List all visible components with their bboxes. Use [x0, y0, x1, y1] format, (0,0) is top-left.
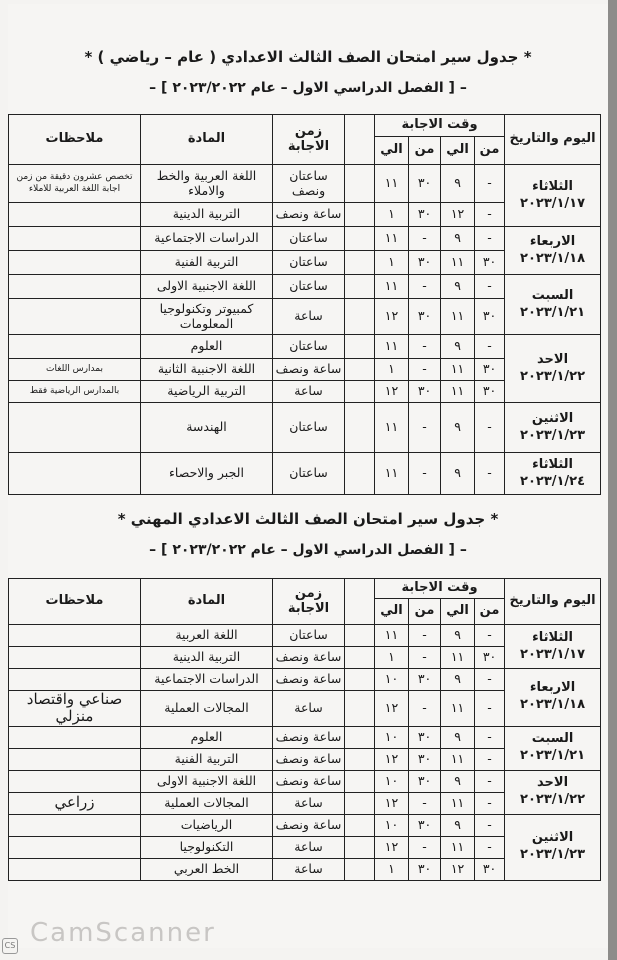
header-to-hour: الي: [375, 137, 409, 165]
day-name: الاثنين: [531, 410, 574, 426]
day-date-cell: [505, 625, 601, 669]
header-answer-time: وقت الاجابة: [375, 115, 505, 137]
duration-cell: ساعتان: [273, 251, 345, 275]
notes-cell: بالمدارس الرياضية فقط: [9, 381, 141, 403]
from-hour-cell: ٩: [441, 770, 475, 792]
to-hour-cell: ١: [375, 858, 409, 880]
scanner-watermark: CamScanner: [30, 918, 216, 948]
from-minute-cell: -: [475, 335, 505, 359]
duration-cell: ساعة: [273, 299, 345, 335]
day-date-cell: [505, 453, 601, 495]
duration-cell: ساعة: [273, 691, 345, 727]
duration-cell: ساعتان: [273, 453, 345, 495]
to-hour-cell: ١٢: [375, 381, 409, 403]
exam-date: ٢٠٢٣/١/١٨: [520, 250, 586, 266]
subject-cell: العلوم: [141, 335, 273, 359]
to-hour-cell: ١١: [375, 403, 409, 453]
to-minute-cell: -: [409, 453, 441, 495]
from-hour-cell: ١١: [441, 792, 475, 814]
duration-cell: ساعة ونصف: [273, 726, 345, 748]
from-hour-cell: ٩: [441, 669, 475, 691]
to-hour-cell: ١١: [375, 625, 409, 647]
from-hour-cell: ٩: [441, 227, 475, 251]
day-date-cell: [505, 275, 601, 335]
to-minute-cell: ٣٠: [409, 299, 441, 335]
duration-cell: ساعة ونصف: [273, 748, 345, 770]
from-minute-cell: ٣٠: [475, 251, 505, 275]
section2-title: * جدول سير امتحان الصف الثالث الاعدادي المهني *: [117, 510, 499, 528]
subject-cell: الدراسات الاجتماعية: [141, 227, 273, 251]
to-minute-cell: ٣٠: [409, 251, 441, 275]
notes-cell: [9, 770, 141, 792]
exam-date: ٢٠٢٣/١/٢٣: [520, 427, 586, 443]
to-hour-cell: ١٢: [375, 836, 409, 858]
to-hour-cell: ١: [375, 359, 409, 381]
notes-cell: [9, 647, 141, 669]
notes-cell: [9, 227, 141, 251]
header-subject: المادة: [141, 115, 273, 165]
table-row: [9, 814, 601, 836]
to-minute-cell: -: [409, 625, 441, 647]
subject-cell: اللغة الاجنبية الثانية: [141, 359, 273, 381]
notes-cell: [9, 726, 141, 748]
notes-cell: [9, 299, 141, 335]
notes-cell: [9, 335, 141, 359]
to-minute-cell: -: [409, 275, 441, 299]
day-date-cell: [505, 814, 601, 880]
notes-cell: [9, 669, 141, 691]
subject-cell: التكنولوجيا: [141, 836, 273, 858]
to-minute-cell: ٣٠: [409, 770, 441, 792]
to-hour-cell: ١١: [375, 453, 409, 495]
to-hour-cell: ١١: [375, 227, 409, 251]
to-hour-cell: ١٢: [375, 691, 409, 727]
from-hour-cell: ١١: [441, 381, 475, 403]
notes-cell: [9, 625, 141, 647]
header-to-hour: الي: [375, 599, 409, 625]
duration-cell: ساعة: [273, 381, 345, 403]
table-row: [9, 165, 601, 203]
section1-subtitle: – [ الفصل الدراسي الاول – عام ٢٠٢٣/٢٠٢٢ ] –: [149, 80, 467, 96]
section1-title: * جدول سير امتحان الصف الثالث الاعدادي ( عام – رياضي ) *: [84, 48, 532, 66]
to-hour-cell: ١١: [375, 335, 409, 359]
duration-cell: ساعتان: [273, 335, 345, 359]
from-minute-cell: -: [475, 770, 505, 792]
notes-cell: [9, 814, 141, 836]
exam-date: ٢٠٢٣/١/٢٢: [520, 368, 586, 384]
to-minute-cell: ٣٠: [409, 165, 441, 203]
header-row: [9, 579, 601, 599]
from-hour-cell: ١١: [441, 748, 475, 770]
from-minute-cell: -: [475, 625, 505, 647]
header-duration: زمن الاجابة: [273, 579, 345, 625]
exam-schedule-page: [8, 4, 608, 948]
from-hour-cell: ٩: [441, 403, 475, 453]
subject-cell: كمبيوتر وتكنولوجيا المعلومات: [141, 299, 273, 335]
from-minute-cell: ٣٠: [475, 647, 505, 669]
from-minute-cell: -: [475, 726, 505, 748]
day-name: الاربعاء: [529, 233, 576, 249]
from-minute-cell: ٣٠: [475, 858, 505, 880]
subject-cell: العلوم: [141, 726, 273, 748]
from-minute-cell: -: [475, 748, 505, 770]
from-hour-cell: ١١: [441, 647, 475, 669]
from-minute-cell: -: [475, 403, 505, 453]
header-to-min: من: [409, 137, 441, 165]
to-minute-cell: ٣٠: [409, 858, 441, 880]
notes-cell: [9, 251, 141, 275]
subject-cell: التربية الرياضية: [141, 381, 273, 403]
to-minute-cell: -: [409, 359, 441, 381]
exam-date: ٢٠٢٣/١/١٧: [520, 646, 586, 662]
from-minute-cell: -: [475, 836, 505, 858]
header-subject: المادة: [141, 579, 273, 625]
subject-cell: الهندسة: [141, 403, 273, 453]
to-minute-cell: -: [409, 792, 441, 814]
notes-cell: [9, 403, 141, 453]
from-hour-cell: ١٢: [441, 203, 475, 227]
day-date-cell: [505, 227, 601, 275]
subject-cell: التربية الفنية: [141, 251, 273, 275]
to-minute-cell: ٣٠: [409, 381, 441, 403]
exam-date: ٢٠٢٣/١/١٨: [520, 697, 586, 713]
to-minute-cell: -: [409, 647, 441, 669]
day-date-cell: [505, 669, 601, 727]
to-minute-cell: -: [409, 335, 441, 359]
to-minute-cell: -: [409, 836, 441, 858]
from-hour-cell: ١١: [441, 836, 475, 858]
to-minute-cell: -: [409, 403, 441, 453]
duration-cell: ساعة ونصف: [273, 814, 345, 836]
notes-cell: تخصص عشرون دقيقة من زمن اجابة اللغة العربية للاملاء: [9, 165, 141, 203]
from-minute-cell: -: [475, 227, 505, 251]
notes-cell: [9, 453, 141, 495]
header-from-min: من: [475, 599, 505, 625]
day-name: السبت: [531, 731, 574, 747]
subject-cell: المجالات العملية: [141, 792, 273, 814]
header-to-min: من: [409, 599, 441, 625]
from-minute-cell: ٣٠: [475, 381, 505, 403]
from-hour-cell: ٩: [441, 625, 475, 647]
table-row: [9, 669, 601, 691]
header-notes: ملاحظات: [9, 115, 141, 165]
to-minute-cell: ٣٠: [409, 726, 441, 748]
subject-cell: اللغة العربية والخط والاملاء: [141, 165, 273, 203]
camscanner-badge-icon: CS: [2, 938, 18, 954]
table1-body: [9, 165, 601, 495]
from-minute-cell: -: [475, 165, 505, 203]
to-hour-cell: ١٠: [375, 770, 409, 792]
exam-date: ٢٠٢٣/١/٢٢: [520, 792, 586, 807]
from-minute-cell: -: [475, 203, 505, 227]
exam-date: ٢٠٢٣/١/٢٤: [520, 473, 586, 489]
to-hour-cell: ١٢: [375, 299, 409, 335]
from-minute-cell: -: [475, 275, 505, 299]
table-row: [9, 726, 601, 748]
to-hour-cell: ١٢: [375, 748, 409, 770]
table-row: [9, 453, 601, 495]
page-edge-shadow: [608, 0, 617, 960]
subject-cell: الجبر والاحصاء: [141, 453, 273, 495]
to-minute-cell: ٣٠: [409, 748, 441, 770]
from-hour-cell: ١١: [441, 299, 475, 335]
table-row: [9, 770, 601, 792]
duration-cell: ساعة ونصف: [273, 359, 345, 381]
duration-cell: ساعة: [273, 836, 345, 858]
notes-cell: [9, 203, 141, 227]
section2-subtitle: – [ الفصل الدراسي الاول – عام ٢٠٢٣/٢٠٢٢ ] –: [149, 542, 467, 558]
table2-body: [9, 625, 601, 881]
subject-cell: الدراسات الاجتماعية: [141, 669, 273, 691]
notes-cell: [9, 858, 141, 880]
table-row: [9, 403, 601, 453]
header-day-date: اليوم والتاريخ: [505, 579, 601, 625]
from-hour-cell: ٩: [441, 275, 475, 299]
duration-cell: ساعتان: [273, 275, 345, 299]
duration-cell: ساعتان: [273, 625, 345, 647]
day-name: الثلاثاء: [532, 629, 574, 645]
duration-cell: ساعة: [273, 792, 345, 814]
to-hour-cell: ١١: [375, 275, 409, 299]
notes-cell: [9, 275, 141, 299]
duration-cell: ساعتان ونصف: [273, 165, 345, 203]
subject-cell: اللغة الاجنبية الاولى: [141, 275, 273, 299]
to-minute-cell: -: [409, 227, 441, 251]
header-notes: ملاحظات: [9, 579, 141, 625]
table-row: [9, 275, 601, 299]
subject-cell: التربية الدينية: [141, 203, 273, 227]
header-duration: زمن الاجابة: [273, 115, 345, 165]
from-hour-cell: ٩: [441, 726, 475, 748]
to-hour-cell: ١: [375, 203, 409, 227]
subject-cell: التربية الدينية: [141, 647, 273, 669]
schedule-table-vocational: [8, 578, 601, 881]
notes-cell: بمدارس اللغات: [9, 359, 141, 381]
day-name: السبت: [531, 287, 574, 303]
to-hour-cell: ١: [375, 251, 409, 275]
subject-cell: الرياضيات: [141, 814, 273, 836]
notes-cell: [9, 836, 141, 858]
duration-cell: ساعة ونصف: [273, 770, 345, 792]
to-minute-cell: ٣٠: [409, 203, 441, 227]
day-name: الاحد: [537, 351, 569, 367]
subject-cell: اللغة العربية: [141, 625, 273, 647]
table-row: [9, 625, 601, 647]
from-minute-cell: ٣٠: [475, 359, 505, 381]
notes-cell: [9, 748, 141, 770]
day-date-cell: [505, 335, 601, 403]
duration-cell: ساعتان: [273, 227, 345, 251]
from-hour-cell: ٩: [441, 165, 475, 203]
exam-date: ٢٠٢٣/١/٢١: [520, 304, 586, 320]
duration-cell: ساعة ونصف: [273, 669, 345, 691]
subject-cell: المجالات العملية: [141, 691, 273, 727]
subject-cell: التربية الفنية: [141, 748, 273, 770]
from-minute-cell: -: [475, 453, 505, 495]
header-answer-time: وقت الاجابة: [375, 579, 505, 599]
header-row: [9, 115, 601, 137]
to-hour-cell: ١: [375, 647, 409, 669]
notes-cell: زراعي: [9, 792, 141, 814]
day-date-cell: [505, 726, 601, 770]
exam-date: ٢٠٢٣/١/٢٣: [520, 847, 586, 862]
schedule-table-general: [8, 114, 601, 495]
day-name: الثلاثاء: [532, 178, 574, 194]
from-hour-cell: ١٢: [441, 858, 475, 880]
from-minute-cell: -: [475, 792, 505, 814]
to-minute-cell: ٣٠: [409, 814, 441, 836]
day-date-cell: [505, 770, 601, 814]
from-hour-cell: ٩: [441, 335, 475, 359]
to-minute-cell: ٣٠: [409, 669, 441, 691]
subject-cell: الخط العربي: [141, 858, 273, 880]
to-hour-cell: ١٢: [375, 792, 409, 814]
from-minute-cell: -: [475, 691, 505, 727]
table-row: [9, 335, 601, 359]
from-hour-cell: ١١: [441, 251, 475, 275]
duration-cell: ساعة ونصف: [273, 647, 345, 669]
header-from-min: من: [475, 137, 505, 165]
to-hour-cell: ١٠: [375, 814, 409, 836]
duration-cell: ساعة ونصف: [273, 203, 345, 227]
from-hour-cell: ٩: [441, 814, 475, 836]
day-date-cell: [505, 165, 601, 227]
day-date-cell: [505, 403, 601, 453]
day-name: الاثنين: [531, 830, 574, 846]
notes-cell: صناعي واقتصاد منزلي: [9, 691, 141, 727]
day-name: الاربعاء: [529, 680, 576, 696]
from-minute-cell: -: [475, 814, 505, 836]
header-from-hour: الي: [441, 137, 475, 165]
from-hour-cell: ٩: [441, 453, 475, 495]
from-minute-cell: -: [475, 669, 505, 691]
to-minute-cell: -: [409, 691, 441, 727]
day-name: الاحد: [537, 775, 569, 791]
duration-cell: ساعتان: [273, 403, 345, 453]
from-minute-cell: ٣٠: [475, 299, 505, 335]
exam-date: ٢٠٢٣/١/٢١: [520, 748, 586, 763]
day-name: الثلاثاء: [532, 456, 574, 472]
from-hour-cell: ١١: [441, 691, 475, 727]
exam-date: ٢٠٢٣/١/١٧: [520, 195, 586, 211]
to-hour-cell: ١٠: [375, 669, 409, 691]
subject-cell: اللغة الاجنبية الاولى: [141, 770, 273, 792]
header-from-hour: الي: [441, 599, 475, 625]
duration-cell: ساعة: [273, 858, 345, 880]
to-hour-cell: ١٠: [375, 726, 409, 748]
to-hour-cell: ١١: [375, 165, 409, 203]
header-day-date: اليوم والتاريخ: [505, 115, 601, 165]
table-row: [9, 227, 601, 251]
from-hour-cell: ١١: [441, 359, 475, 381]
